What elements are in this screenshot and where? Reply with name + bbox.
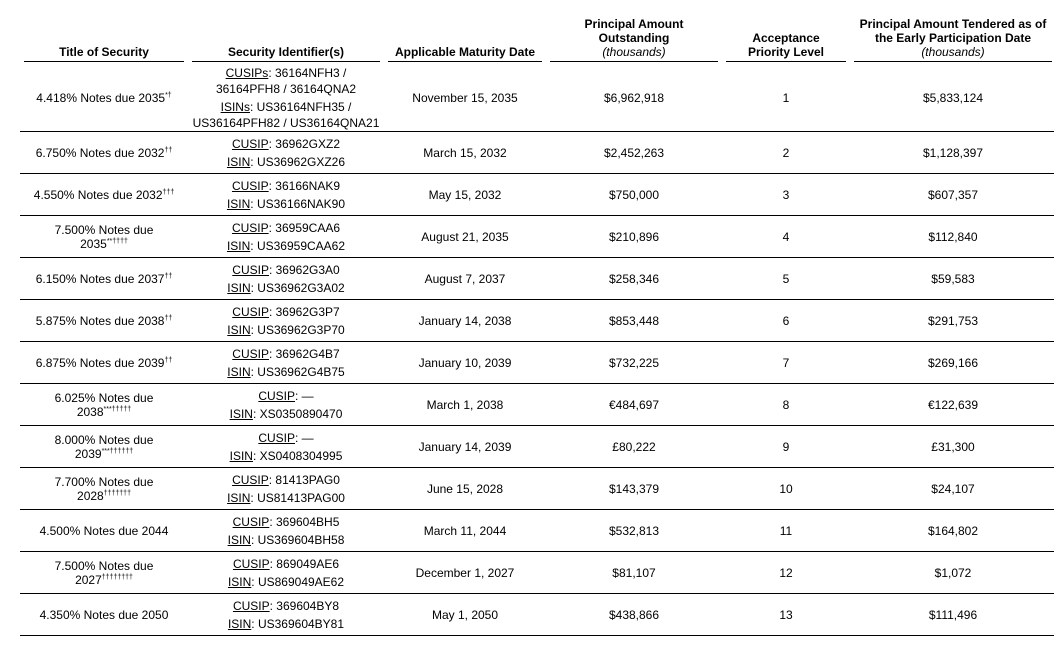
identifier-value: US36164PFH82 / US36164QNA21 bbox=[192, 115, 380, 130]
identifier-line bbox=[190, 532, 382, 548]
footnote-marks: †† bbox=[164, 146, 173, 154]
identifier-label: CUSIP bbox=[232, 304, 269, 319]
maturity-date: March 1, 2038 bbox=[384, 384, 546, 426]
identifier-value: : 869049AE6 bbox=[269, 556, 340, 571]
principal-tendered: $112,840 bbox=[850, 216, 1054, 258]
identifier-line bbox=[190, 598, 382, 614]
security-identifiers bbox=[188, 342, 384, 384]
identifier-line bbox=[190, 472, 382, 488]
identifier-label: CUSIP bbox=[232, 346, 269, 361]
security-identifiers bbox=[188, 300, 384, 342]
acceptance-priority: 7 bbox=[722, 342, 850, 384]
maturity-date: January 10, 2039 bbox=[384, 342, 546, 384]
footnote-marks: ***††††† bbox=[103, 405, 132, 413]
identifier-value: : US36166NAK90 bbox=[250, 196, 346, 211]
identifier-label: CUSIP bbox=[231, 136, 269, 151]
footnote-marks: ††††††† bbox=[103, 489, 131, 497]
identifier-label: CUSIP bbox=[232, 262, 269, 277]
acceptance-priority: 1 bbox=[722, 64, 850, 132]
identifier-value: : 36164NFH3 / bbox=[268, 65, 347, 80]
identifier-label: ISINs bbox=[220, 99, 250, 114]
identifier-label: ISIN bbox=[227, 490, 251, 505]
identifier-line bbox=[190, 430, 382, 446]
security-identifiers bbox=[188, 552, 384, 594]
acceptance-priority: 5 bbox=[722, 258, 850, 300]
identifier-line bbox=[190, 616, 382, 632]
principal-outstanding: $2,452,263 bbox=[546, 132, 722, 174]
identifier-value: : 369604BY8 bbox=[269, 598, 340, 613]
identifier-line bbox=[190, 220, 382, 236]
security-title-text: 7.500% Notes due 2035 bbox=[54, 222, 154, 251]
maturity-date: August 7, 2037 bbox=[384, 258, 546, 300]
security-title bbox=[20, 384, 188, 426]
identifier-value: : US36962G3P70 bbox=[250, 322, 345, 337]
identifier-value: : 36962G3A0 bbox=[268, 262, 340, 277]
security-title-text: 5.875% Notes due 2038 bbox=[35, 313, 165, 328]
security-identifiers bbox=[188, 510, 384, 552]
security-identifiers bbox=[188, 216, 384, 258]
table-row bbox=[20, 552, 1054, 594]
identifier-label: CUSIP bbox=[258, 430, 295, 445]
identifier-label: CUSIP bbox=[231, 178, 269, 193]
col-security-identifiers: Security Identifier(s) bbox=[188, 14, 384, 64]
identifier-label: CUSIPs bbox=[225, 65, 269, 80]
security-title-text: 4.418% Notes due 2035 bbox=[36, 90, 166, 105]
identifier-value: : US36962G3A02 bbox=[250, 280, 345, 295]
table-row bbox=[20, 384, 1054, 426]
principal-outstanding: $732,225 bbox=[546, 342, 722, 384]
security-identifiers bbox=[188, 594, 384, 636]
security-identifiers bbox=[188, 468, 384, 510]
identifier-label: CUSIP bbox=[232, 556, 270, 571]
security-title bbox=[20, 132, 188, 174]
principal-tendered: $607,357 bbox=[850, 174, 1054, 216]
security-title bbox=[20, 342, 188, 384]
identifier-line bbox=[190, 448, 382, 464]
security-title bbox=[20, 510, 188, 552]
footnote-marks: †††††††† bbox=[101, 573, 133, 581]
identifier-value: : 36962G3P7 bbox=[268, 304, 340, 319]
footnote-marks: †† bbox=[164, 314, 173, 322]
security-title-text: 7.700% Notes due 2028 bbox=[54, 474, 154, 503]
identifier-value: : US36962GXZ26 bbox=[250, 154, 346, 169]
principal-tendered: $5,833,124 bbox=[850, 64, 1054, 132]
identifier-value: : XS0350890470 bbox=[252, 406, 343, 421]
identifier-line bbox=[190, 238, 382, 254]
security-title bbox=[20, 426, 188, 468]
table-row bbox=[20, 342, 1054, 384]
identifier-line bbox=[190, 262, 382, 278]
acceptance-priority: 4 bbox=[722, 216, 850, 258]
footnote-marks: †† bbox=[164, 356, 173, 364]
principal-outstanding: £80,222 bbox=[546, 426, 722, 468]
security-identifiers bbox=[188, 258, 384, 300]
identifier-value: 36164PFH8 / 36164QNA2 bbox=[215, 81, 357, 96]
table-row bbox=[20, 64, 1054, 132]
principal-outstanding: $6,962,918 bbox=[546, 64, 722, 132]
security-title-text: 8.000% Notes due 2039 bbox=[54, 432, 154, 461]
principal-tendered: $291,753 bbox=[850, 300, 1054, 342]
maturity-date: December 1, 2027 bbox=[384, 552, 546, 594]
acceptance-priority: 13 bbox=[722, 594, 850, 636]
table-row bbox=[20, 510, 1054, 552]
identifier-line bbox=[190, 178, 382, 194]
principal-tendered: €122,639 bbox=[850, 384, 1054, 426]
identifier-line bbox=[190, 346, 382, 362]
security-title bbox=[20, 468, 188, 510]
identifier-value: : 36962GXZ2 bbox=[268, 136, 341, 151]
maturity-date: May 1, 2050 bbox=[384, 594, 546, 636]
identifier-label: CUSIP bbox=[232, 598, 270, 613]
identifier-label: CUSIP bbox=[231, 220, 269, 235]
identifier-line bbox=[190, 280, 382, 296]
acceptance-priority: 2 bbox=[722, 132, 850, 174]
identifier-line bbox=[190, 136, 382, 152]
identifier-line bbox=[190, 99, 382, 115]
identifier-value: : US36164NFH35 / bbox=[249, 99, 352, 114]
principal-outstanding: $210,896 bbox=[546, 216, 722, 258]
identifier-line bbox=[190, 115, 382, 131]
maturity-date: March 15, 2032 bbox=[384, 132, 546, 174]
principal-outstanding: $750,000 bbox=[546, 174, 722, 216]
identifier-value: : US869049AE62 bbox=[251, 574, 345, 589]
principal-tendered: $164,802 bbox=[850, 510, 1054, 552]
acceptance-priority: 10 bbox=[722, 468, 850, 510]
identifier-label: ISIN bbox=[226, 154, 251, 169]
principal-outstanding: $258,346 bbox=[546, 258, 722, 300]
identifier-value: : — bbox=[295, 388, 314, 403]
principal-outstanding: $438,866 bbox=[546, 594, 722, 636]
identifier-label: ISIN bbox=[227, 322, 251, 337]
identifier-value: : 36959CAA6 bbox=[268, 220, 341, 235]
maturity-date: March 11, 2044 bbox=[384, 510, 546, 552]
identifier-line bbox=[190, 196, 382, 212]
identifier-line bbox=[190, 322, 382, 338]
identifier-line bbox=[190, 556, 382, 572]
principal-tendered: $59,583 bbox=[850, 258, 1054, 300]
table-row bbox=[20, 594, 1054, 636]
identifier-label: ISIN bbox=[227, 574, 252, 589]
security-title-text: 6.750% Notes due 2032 bbox=[35, 145, 165, 160]
identifier-value: : US36959CAA62 bbox=[250, 238, 346, 253]
col-acceptance-priority: Acceptance Priority Level bbox=[722, 14, 850, 64]
table-row bbox=[20, 258, 1054, 300]
maturity-date: August 21, 2035 bbox=[384, 216, 546, 258]
principal-tendered: $1,128,397 bbox=[850, 132, 1054, 174]
security-title bbox=[20, 300, 188, 342]
maturity-date: January 14, 2038 bbox=[384, 300, 546, 342]
identifier-line bbox=[190, 388, 382, 404]
identifier-label: ISIN bbox=[227, 532, 251, 547]
security-title-text: 6.025% Notes due 2038 bbox=[54, 390, 154, 419]
security-title bbox=[20, 552, 188, 594]
table-row bbox=[20, 300, 1054, 342]
security-title bbox=[20, 258, 188, 300]
identifier-value: : 36962G4B7 bbox=[268, 346, 340, 361]
identifier-label: CUSIP bbox=[232, 514, 270, 529]
identifier-label: ISIN bbox=[226, 238, 251, 253]
security-title bbox=[20, 64, 188, 132]
header-row bbox=[20, 14, 1054, 64]
maturity-date: June 15, 2028 bbox=[384, 468, 546, 510]
identifier-value: : US369604BY81 bbox=[251, 616, 345, 631]
security-title bbox=[20, 174, 188, 216]
identifier-line bbox=[190, 65, 382, 81]
security-title-text: 4.350% Notes due 2050 bbox=[39, 607, 169, 622]
identifier-value: : US369604BH58 bbox=[250, 532, 345, 547]
identifier-line bbox=[190, 490, 382, 506]
identifier-label: ISIN bbox=[227, 280, 251, 295]
identifier-line bbox=[190, 304, 382, 320]
acceptance-priority: 12 bbox=[722, 552, 850, 594]
identifier-value: : US36962G4B75 bbox=[250, 364, 345, 379]
identifier-value: : — bbox=[295, 430, 314, 445]
principal-outstanding: €484,697 bbox=[546, 384, 722, 426]
identifier-label: ISIN bbox=[227, 364, 251, 379]
col-principal-outstanding: Principal Amount Outstanding (thousands) bbox=[546, 14, 722, 64]
principal-tendered: $1,072 bbox=[850, 552, 1054, 594]
identifier-line bbox=[190, 574, 382, 590]
security-title bbox=[20, 216, 188, 258]
col-principal-tendered: Principal Amount Tendered as of the Early Participation Date (thousands) bbox=[850, 14, 1054, 64]
identifier-line bbox=[190, 406, 382, 422]
table-row bbox=[20, 174, 1054, 216]
identifier-line bbox=[190, 154, 382, 170]
identifier-value: : XS0408304995 bbox=[252, 448, 343, 463]
identifier-line bbox=[190, 514, 382, 530]
identifier-label: ISIN bbox=[227, 616, 252, 631]
maturity-date: November 15, 2035 bbox=[384, 64, 546, 132]
identifier-label: CUSIP bbox=[232, 472, 269, 487]
identifier-value: : US81413PAG00 bbox=[250, 490, 345, 505]
footnote-marks: **†††† bbox=[106, 237, 128, 245]
principal-outstanding: $81,107 bbox=[546, 552, 722, 594]
security-identifiers bbox=[188, 384, 384, 426]
security-identifiers bbox=[188, 64, 384, 132]
security-identifiers bbox=[188, 132, 384, 174]
security-title-text: 4.500% Notes due 2044 bbox=[39, 523, 169, 538]
principal-tendered: £31,300 bbox=[850, 426, 1054, 468]
table-body bbox=[20, 64, 1054, 636]
security-identifiers bbox=[188, 426, 384, 468]
acceptance-priority: 11 bbox=[722, 510, 850, 552]
col-maturity-date: Applicable Maturity Date bbox=[384, 14, 546, 64]
principal-outstanding: $143,379 bbox=[546, 468, 722, 510]
identifier-label: ISIN bbox=[229, 406, 253, 421]
identifier-line bbox=[190, 81, 382, 97]
identifier-value: : 36166NAK9 bbox=[268, 178, 341, 193]
security-title bbox=[20, 594, 188, 636]
identifier-line bbox=[190, 364, 382, 380]
footnote-marks: ††† bbox=[162, 188, 175, 196]
table-row bbox=[20, 132, 1054, 174]
acceptance-priority: 3 bbox=[722, 174, 850, 216]
security-identifiers bbox=[188, 174, 384, 216]
footnote-marks: ***†††††† bbox=[101, 447, 134, 455]
table-row bbox=[20, 426, 1054, 468]
acceptance-priority: 8 bbox=[722, 384, 850, 426]
col-title-of-security: Title of Security bbox=[20, 14, 188, 64]
principal-tendered: $269,166 bbox=[850, 342, 1054, 384]
acceptance-priority: 6 bbox=[722, 300, 850, 342]
principal-tendered: $24,107 bbox=[850, 468, 1054, 510]
identifier-label: ISIN bbox=[226, 196, 251, 211]
security-title-text: 4.550% Notes due 2032 bbox=[33, 187, 163, 202]
table-row bbox=[20, 468, 1054, 510]
principal-outstanding: $532,813 bbox=[546, 510, 722, 552]
table-row bbox=[20, 216, 1054, 258]
footnote-marks: †† bbox=[164, 272, 173, 280]
acceptance-priority: 9 bbox=[722, 426, 850, 468]
maturity-date: January 14, 2039 bbox=[384, 426, 546, 468]
security-title-text: 6.875% Notes due 2039 bbox=[35, 355, 165, 370]
security-title-text: 7.500% Notes due 2027 bbox=[54, 558, 154, 587]
securities-table bbox=[20, 14, 1054, 636]
principal-outstanding: $853,448 bbox=[546, 300, 722, 342]
security-title-text: 6.150% Notes due 2037 bbox=[35, 271, 165, 286]
identifier-value: : 369604BH5 bbox=[269, 514, 340, 529]
footnote-marks: *† bbox=[165, 91, 172, 99]
identifier-value: : 81413PAG0 bbox=[268, 472, 340, 487]
identifier-label: CUSIP bbox=[258, 388, 295, 403]
identifier-label: ISIN bbox=[229, 448, 253, 463]
principal-tendered: $111,496 bbox=[850, 594, 1054, 636]
maturity-date: May 15, 2032 bbox=[384, 174, 546, 216]
